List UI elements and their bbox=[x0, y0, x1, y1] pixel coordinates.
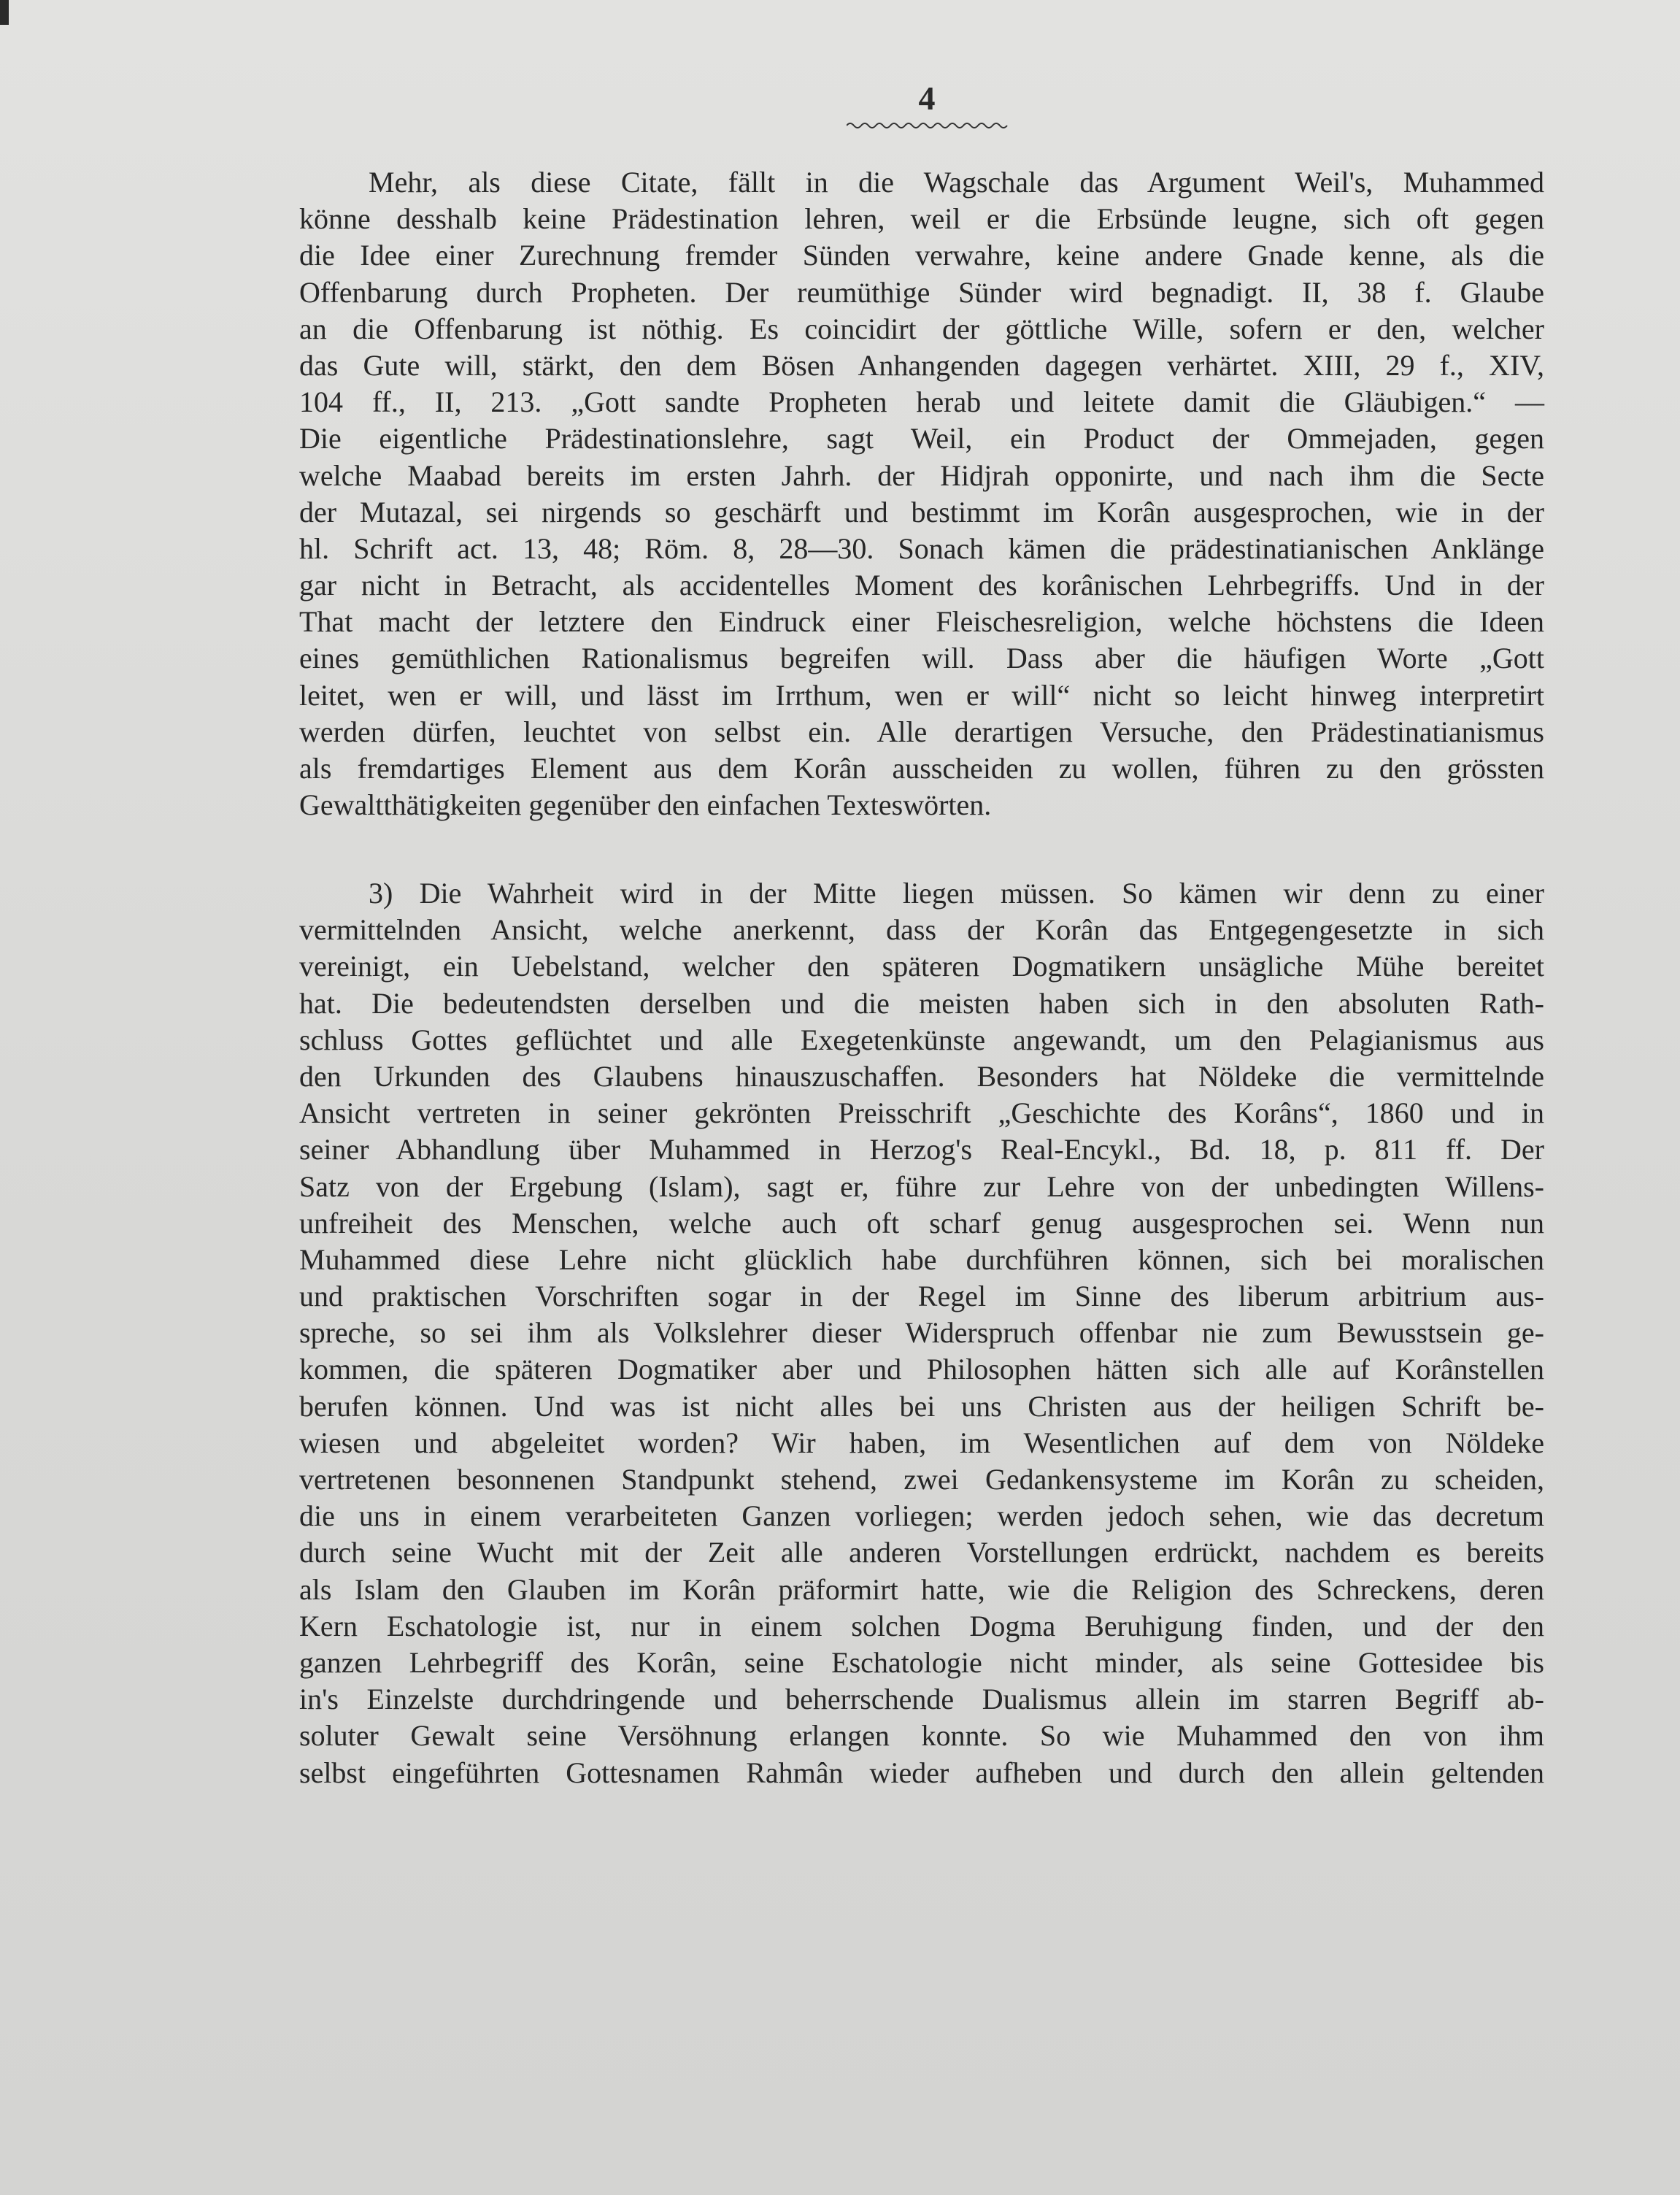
text-line: wiesen und abgeleitet worden? Wir haben, im Wesentlichen auf dem von Nöldeke bbox=[299, 1426, 1544, 1459]
text-line: und praktischen Vorschriften sogar in der Regel im Sinne des liberum arbitrium aus- bbox=[299, 1280, 1544, 1313]
text-line: durch seine Wucht mit der Zeit alle anderen Vorstellungen erdrückt, nachdem es bereits bbox=[299, 1536, 1544, 1569]
text-line: That macht der letztere den Eindruck einer Fleischesreligion, welche höchstens die Ideen bbox=[299, 605, 1544, 639]
text-line: an die Offenbarung ist nöthig. Es coincidirt der göttliche Wille, sofern er den, welcher bbox=[299, 312, 1544, 345]
text-line: die uns in einem verarbeiteten Ganzen vorliegen; werden jedoch sehen, wie das decretum bbox=[299, 1499, 1544, 1533]
text-line: könne desshalb keine Prädestination lehren, weil er die Erbsünde leugne, sich oft gegen bbox=[299, 202, 1544, 236]
text-line: Ansicht vertreten in seiner gekrönten Preisschrift „Geschichte des Korâns“, 1860 und in bbox=[299, 1096, 1544, 1130]
text-line: berufen können. Und was ist nicht alles bei uns Christen aus der heiligen Schrift be- bbox=[299, 1389, 1544, 1423]
text-line: Muhammed diese Lehre nicht glücklich habe durchführen können, sich bei moralischen bbox=[299, 1242, 1544, 1276]
text-line: 104 ff., II, 213. „Gott sandte Propheten herab und leitete damit die Gläubigen.“ — bbox=[299, 385, 1544, 419]
text-line: kommen, die späteren Dogmatiker aber und Philosophen hätten sich alle auf Korânstellen bbox=[299, 1353, 1544, 1386]
text-line: als fremdartiges Element aus dem Korân ausscheiden zu wollen, führen zu den grössten bbox=[299, 752, 1544, 785]
text-line: soluter Gewalt seine Versöhnung erlangen konnte. So wie Muhammed den von ihm bbox=[299, 1719, 1544, 1753]
text-line: Satz von der Ergebung (Islam), sagt er, führe zur Lehre von der unbedingten Willens- bbox=[299, 1169, 1544, 1203]
text-line: in's Einzelste durchdringende und beherrschende Dualismus allein im starren Begriff ab- bbox=[299, 1683, 1544, 1716]
text-line: eines gemüthlichen Rationalismus begreifen will. Dass aber die häufigen Worte „Gott bbox=[299, 642, 1544, 675]
text-line: selbst eingeführten Gottesnamen Rahmân wieder aufheben und durch den allein geltenden bbox=[299, 1756, 1544, 1789]
text-line: die Idee einer Zurechnung fremder Sünden verwahre, keine andere Gnade kenne, als die bbox=[299, 239, 1544, 272]
text-line: das Gute will, stärkt, den dem Bösen Anhangenden dagegen verhärtet. XIII, 29 f., XIV, bbox=[299, 348, 1544, 382]
text-line: Kern Eschatologie ist, nur in einem solchen Dogma Beruhigung finden, und der den bbox=[299, 1609, 1544, 1642]
text-line: gar nicht in Betracht, als accidentelles Moment des korânischen Lehrbegriffs. Und in der bbox=[299, 569, 1544, 602]
text-line: Die eigentliche Prädestinationslehre, sagt Weil, ein Product der Ommejaden, gegen bbox=[299, 422, 1544, 455]
text-line: unfreiheit des Menschen, welche auch oft scharf genug ausgesprochen sei. Wenn nun bbox=[299, 1206, 1544, 1239]
paragraph-1 bbox=[299, 164, 1544, 823]
text-line: seiner Abhandlung über Muhammed in Herzog's Real-Encykl., Bd. 18, p. 811 ff. Der bbox=[299, 1133, 1544, 1166]
text-line: den Urkunden des Glaubens hinauszuschaffen. Besonders hat Nöldeke die vermittelnde bbox=[299, 1059, 1544, 1093]
text-line: vereinigt, ein Uebelstand, welcher den späteren Dogmatikern unsägliche Mühe bereitet bbox=[299, 950, 1544, 983]
text-line: hl. Schrift act. 13, 48; Röm. 8, 28—30. Sonach kämen die prädestinatianischen Anklänge bbox=[299, 531, 1544, 565]
paragraph-2 bbox=[299, 875, 1544, 1791]
scan-corner-mark bbox=[0, 0, 9, 25]
text-line: vermittelnden Ansicht, welche anerkennt, dass der Korân das Entgegengesetzte in sich bbox=[299, 913, 1544, 947]
text-line: leitet, wen er will, und lässt im Irrthum, wen er will“ nicht so leicht hinweg interpretirt bbox=[299, 678, 1544, 712]
text-line: 3) Die Wahrheit wird in der Mitte liegen müssen. So kämen wir denn zu einer bbox=[369, 877, 1544, 910]
text-line: spreche, so sei ihm als Volkslehrer dieser Widerspruch offenbar nie zum Bewusstsein ge- bbox=[299, 1316, 1544, 1350]
text-line: hat. Die bedeutendsten derselben und die meisten haben sich in den absoluten Rath- bbox=[299, 986, 1544, 1020]
page-number-ornament bbox=[847, 120, 1009, 131]
text-line: der Mutazal, sei nirgends so geschärft und bestimmt im Korân ausgesprochen, wie in der bbox=[299, 495, 1544, 528]
text-line: Offenbarung durch Propheten. Der reumüthige Sünder wird begnadigt. II, 38 f. Glaube bbox=[299, 275, 1544, 309]
text-line: Gewaltthätigkeiten gegenüber den einfachen Texteswörten. bbox=[299, 788, 992, 822]
text-line: vertretenen besonnenen Standpunkt stehend, zwei Gedankensysteme im Korân zu scheiden, bbox=[299, 1463, 1544, 1496]
page-number: 4 bbox=[918, 80, 936, 117]
text-line: als Islam den Glauben im Korân präformirt hatte, wie die Religion des Schreckens, deren bbox=[299, 1572, 1544, 1606]
text-line: welche Maabad bereits im ersten Jahrh. der Hidjrah opponirte, und nach ihm die Secte bbox=[299, 458, 1544, 492]
text-line: werden dürfen, leuchtet von selbst ein. Alle derartigen Versuche, den Prädestinatianismus bbox=[299, 715, 1544, 748]
text-line: ganzen Lehrbegriff des Korân, seine Eschatologie nicht minder, als seine Gottesidee bis bbox=[299, 1645, 1544, 1679]
text-line: schluss Gottes geflüchtet und alle Exegetenkünste angewandt, um den Pelagianismus aus bbox=[299, 1023, 1544, 1056]
text-line: Mehr, als diese Citate, fällt in die Wagschale das Argument Weil's, Muhammed bbox=[369, 166, 1544, 199]
